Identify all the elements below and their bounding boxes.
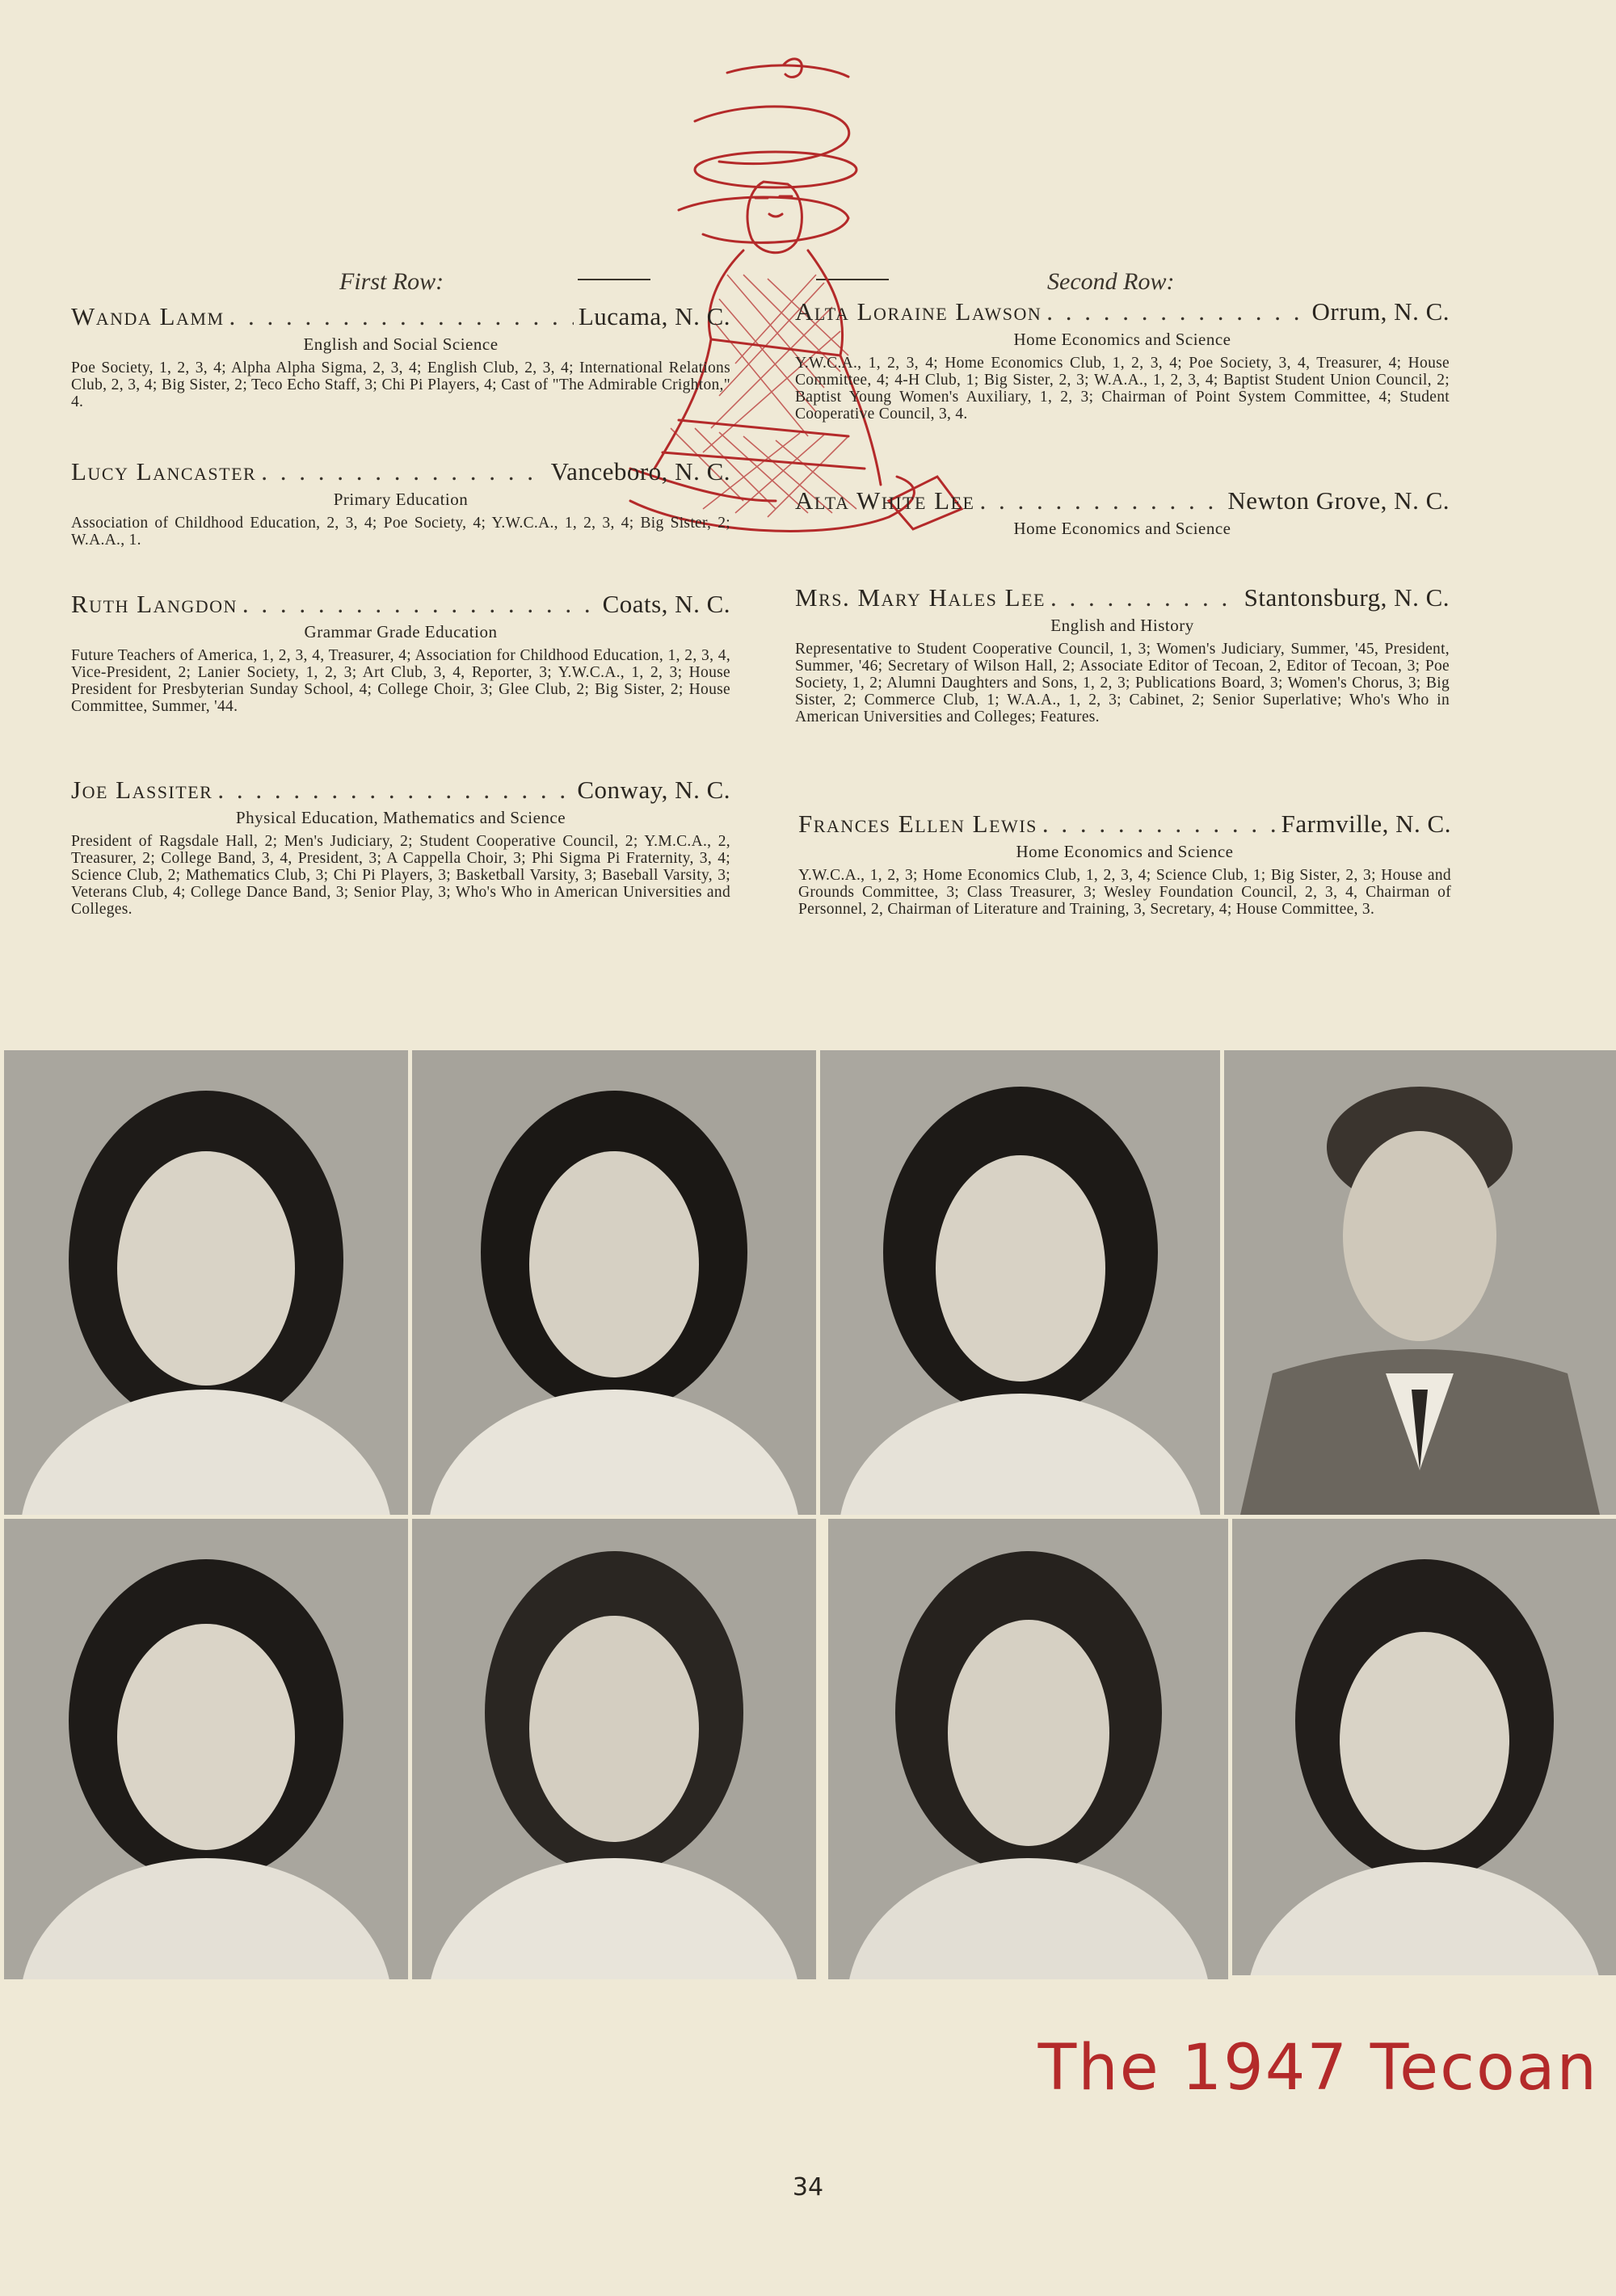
entry-alta-loraine-lawson [795, 297, 1450, 423]
portrait-photo [1224, 1050, 1616, 1515]
leader-dots [242, 590, 598, 619]
entry-wanda-lamm [71, 302, 730, 410]
leader-dots [217, 776, 572, 805]
entry-header [71, 590, 730, 619]
student-hometown: Stantonsburg, N. C. [1244, 583, 1450, 612]
leader-dots [1042, 809, 1277, 839]
portrait-photo [4, 1519, 408, 1979]
entry-frances-ellen-lewis [798, 809, 1451, 918]
entry-joe-lassiter [71, 776, 730, 918]
portrait-silhouette [820, 1050, 1220, 1515]
leader-dots [1050, 583, 1239, 612]
entry-alta-white-lee [795, 486, 1450, 544]
student-activities: Representative to Student Cooperative Council, 1, 3; Women's Judiciary, Summer, '45, President, Summer, '46; Secretary of Wilson Hall, 2; Associate Editor of Tecoan, 2, Editor of Tecoan, 3; Poe Society, 1, 2; Alumni Daughters and Sons, 1, 2, 3; Publications Board, 3; Women's Chorus, 3; Big Sister, 2; Commerce Club, 1; W.A.A., 1, 2, 3; Cabinet, 2; Senior Superlative; Who's Who in American Universities and Colleges; Features. [795, 641, 1450, 725]
entry-header [795, 583, 1450, 612]
entry-header [71, 302, 730, 331]
student-major: English and Social Science [303, 334, 499, 354]
student-hometown: Lucama, N. C. [578, 302, 730, 330]
student-major: Primary Education [333, 490, 469, 509]
student-major: Home Economics and Science [1013, 519, 1231, 538]
student-hometown: Coats, N. C. [602, 590, 730, 618]
portrait-silhouette [4, 1050, 408, 1515]
portrait-silhouette [1232, 1519, 1616, 1975]
portrait-silhouette [4, 1519, 408, 1979]
portrait-photo [1232, 1519, 1616, 1975]
student-activities: Y.W.C.A., 1, 2, 3, 4; Home Economics Club, 1, 2, 3, 4; Poe Society, 3, 4, Treasurer, 4; House Committee, 4; 4-H Club, 1; Big Sister, 2, 3; W.A.A., 1, 2, 3, 4; Baptist Student Union Council, 2; Baptist Young Women's Auxiliary, 1, 2, 3; Chairman of Point System Committee, 4; Student Cooperative Council, 3, 4. [795, 355, 1450, 423]
student-hometown: Conway, N. C. [577, 776, 730, 804]
yearbook-title: The 1947 Tecoan [1037, 2032, 1598, 2105]
student-name: Alta White Lee [795, 486, 975, 515]
portrait-photo [820, 1050, 1220, 1515]
entry-header [795, 297, 1450, 326]
portrait-photo [412, 1519, 816, 1979]
portrait-silhouette [412, 1519, 816, 1979]
student-major: English and History [1050, 616, 1194, 635]
student-name: Wanda Lamm [71, 302, 225, 330]
portrait-photo [4, 1050, 408, 1515]
student-major: Home Economics and Science [1016, 842, 1234, 861]
student-name: Frances Ellen Lewis [798, 809, 1037, 838]
entry-header [795, 486, 1450, 515]
page-number: 34 [792, 2173, 824, 2201]
student-major: Home Economics and Science [1013, 330, 1231, 349]
portrait-silhouette [828, 1519, 1228, 1979]
student-activities: Y.W.C.A., 1, 2, 3; Home Economics Club, 1, 2, 3, 4; Science Club, 1; Big Sister, 2, 3; House and Grounds Committee, 3; Class Treasurer, 3; Wesley Foundation Council, 2, 3, 4, Chairman of Personnel, 2, Chairman of Literature and Training, 3, Secretary, 4; House Committee, 3. [798, 867, 1451, 918]
entry-ruth-langdon [71, 590, 730, 715]
entry-header [71, 776, 730, 805]
student-hometown: Orrum, N. C. [1311, 297, 1450, 326]
leader-dots [1046, 297, 1307, 326]
entry-header [798, 809, 1451, 839]
student-name: Lucy Lancaster [71, 457, 257, 486]
student-activities: Poe Society, 1, 2, 3, 4; Alpha Alpha Sigma, 2, 3, 4; English Club, 2, 3, 4; International Relations Club, 2, 3, 4; Big Sister, 2; Teco Echo Staff, 3; Chi Pi Players, 4; Cast of "The Admirable Crighton," 4. [71, 360, 730, 410]
student-hometown: Farmville, N. C. [1281, 809, 1451, 838]
leader-dots [979, 486, 1223, 515]
student-name: Mrs. Mary Hales Lee [795, 583, 1046, 612]
portrait-silhouette [412, 1050, 816, 1515]
second-row-heading: Second Row: [1047, 268, 1175, 295]
student-activities: Association of Childhood Education, 2, 3, 4; Poe Society, 4; Y.W.C.A., 1, 2, 3, 4; Big Sister, 2; W.A.A., 1. [71, 515, 730, 549]
entry-mary-hales-lee [795, 583, 1450, 725]
first-row-heading: First Row: [339, 268, 444, 295]
portrait-silhouette [1224, 1050, 1616, 1515]
student-major: Physical Education, Mathematics and Science [235, 808, 566, 827]
leader-dots [229, 302, 574, 331]
leader-dots [261, 457, 545, 486]
student-hometown: Newton Grove, N. C. [1227, 486, 1450, 515]
student-name: Alta Loraine Lawson [795, 297, 1042, 326]
student-name: Ruth Langdon [71, 590, 238, 618]
student-major: Grammar Grade Education [304, 622, 498, 641]
portrait-photo [828, 1519, 1228, 1979]
portrait-photo [412, 1050, 816, 1515]
student-hometown: Vanceboro, N. C. [550, 457, 730, 486]
student-activities: President of Ragsdale Hall, 2; Men's Judiciary, 2; Student Cooperative Council, 2; Y.M.C.A., 2, Treasurer, 2; College Band, 3, 4, President, 3; A Cappella Choir, 3; Phi Sigma Pi Fraternity, 3, 4; Science Club, 2; Mathematics Club, 3; Chi Pi Players, 3; Basketball Varsity, 3; Baseball Varsity, 3; Veterans Club, 4; College Dance Band, 3; Senior Play, 3; Who's Who in American Universities and Colleges. [71, 833, 730, 918]
student-activities: Future Teachers of America, 1, 2, 3, 4, Treasurer, 4; Association for Childhood Education, 1, 2, 3, 4, Vice-President, 2; Lanier Society, 1, 2, 3; Art Club, 3, 4, Reporter, 3; Y.W.C.A., 1, 2, 3; House President for Presbyterian Sunday School, 4; College Choir, 3; Glee Club, 2; Big Sister, 2; House Committee, Summer, '44. [71, 647, 730, 715]
entry-header [71, 457, 730, 486]
entry-lucy-lancaster [71, 457, 730, 549]
student-name: Joe Lassiter [71, 776, 213, 804]
